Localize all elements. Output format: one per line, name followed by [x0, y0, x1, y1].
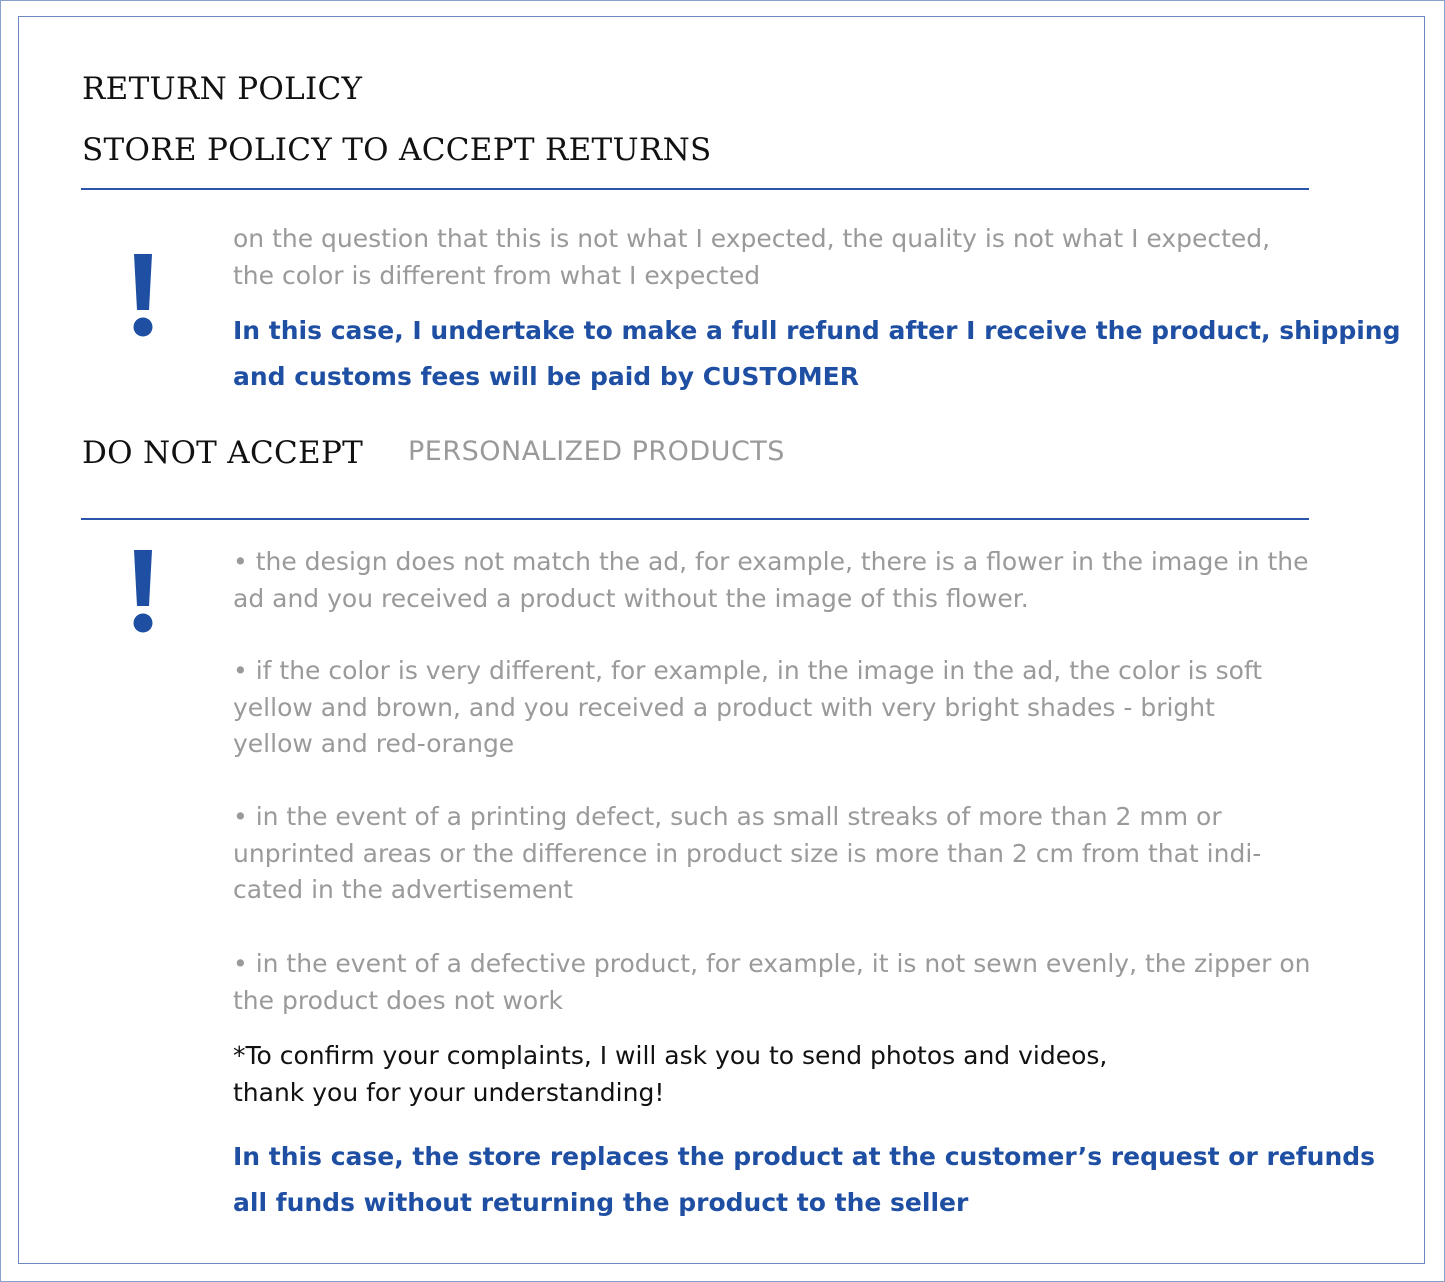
section2-divider: [81, 518, 1309, 520]
exclamation-icon: [115, 250, 171, 340]
bullet-color-different: • if the color is very different, for example, in the image in the ad, the color is soft yellow and brown, and you received a product with very bright shades - bright yellow and red-orange: [233, 656, 1263, 758]
bullet-printing-defect: • in the event of a printing defect, such as small streaks of more than 2 mm or unprinted areas or the difference in product size is more than 2 cm from that indi- cated in the advertisement: [233, 802, 1262, 904]
return-reasons-text: on the question that this is not what I expected, the quality is not what I expected, the color is different from what I expected: [233, 224, 1271, 290]
exclamation-icon: [115, 546, 171, 636]
return-policy-title: RETURN POLICY: [82, 71, 363, 107]
section1-divider: [81, 188, 1309, 190]
store-policy-title: STORE POLICY TO ACCEPT RETURNS: [82, 132, 712, 168]
full-refund-note: In this case, I undertake to make a full refund after I receive the product, shipping and customs fees will be paid by CUSTOMER: [233, 316, 1401, 391]
confirm-complaints-note: *To confirm your complaints, I will ask you to send photos and videos, thank you for your understanding!: [233, 1041, 1108, 1107]
replacement-refund-note: In this case, the store replaces the product at the customer’s request or refunds all funds without returning the product to the seller: [233, 1142, 1376, 1217]
personalized-products-subtitle: PERSONALIZED PRODUCTS: [408, 436, 785, 467]
bullet-design-mismatch: • the design does not match the ad, for example, there is a flower in the image in the ad and you received a product without the image of this flower.: [233, 547, 1309, 613]
do-not-accept-title: DO NOT ACCEPT: [82, 435, 364, 471]
bullet-defective-product: • in the event of a defective product, for example, it is not sewn evenly, the zipper on the product does not work: [233, 949, 1311, 1015]
